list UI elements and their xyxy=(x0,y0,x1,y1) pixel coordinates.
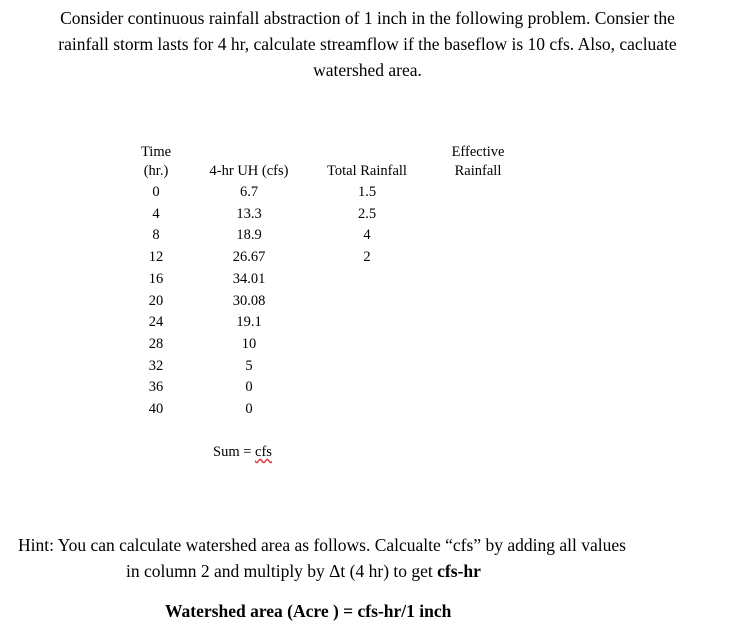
hint-line-1: Hint: You can calculate watershed area as follows. Calcualte “cfs” by adding all values xyxy=(18,535,626,555)
problem-line-3: watershed area. xyxy=(313,60,422,80)
header-effective-line2: Rainfall xyxy=(454,163,502,179)
header-uh: 4-hr UH (cfs) xyxy=(209,163,289,179)
uh-cell: 0 xyxy=(245,401,253,417)
header-effective-line1: Effective xyxy=(451,144,505,160)
uh-cell: 26.67 xyxy=(232,249,266,266)
time-cell: 20 xyxy=(148,292,164,309)
time-cell: 36 xyxy=(148,379,164,396)
time-cell: 0 xyxy=(152,184,160,200)
sum-line xyxy=(213,444,272,461)
time-cell: 16 xyxy=(148,270,164,287)
time-cell: 40 xyxy=(148,401,164,417)
header-total-rainfall: Total Rainfall xyxy=(327,163,407,179)
watershed-area-formula: Watershed area (Acre ) = cfs-hr/1 inch xyxy=(165,601,452,621)
uh-cell: 30.08 xyxy=(232,292,266,309)
total-rainfall-cell: 2 xyxy=(363,249,371,266)
hint-cfs-hr: cfs-hr xyxy=(437,561,481,581)
header-time-line2: (hr.) xyxy=(143,163,169,179)
hint-line-2-text: in column 2 and multiply by Δt (4 hr) to get xyxy=(126,561,438,581)
header-time-line1: Time xyxy=(140,144,172,160)
total-rainfall-cell: 1.5 xyxy=(357,184,377,200)
time-cell: 8 xyxy=(152,227,160,244)
uh-cell: 19.1 xyxy=(236,314,262,331)
total-rainfall-cell: 4 xyxy=(363,227,371,244)
hint xyxy=(0,532,735,584)
problem-line-2: rainfall storm lasts for 4 hr, calculate streamflow if the baseflow is 10 cfs. Also, cacluate xyxy=(58,34,677,54)
sum-unit: cfs xyxy=(255,444,272,460)
problem-line-1: Consider continuous rainfall abstraction of 1 inch in the following problem. Consier the xyxy=(60,8,675,28)
time-cell: 28 xyxy=(148,335,164,352)
uh-cell: 18.9 xyxy=(236,227,262,244)
uh-cell: 34.01 xyxy=(232,270,266,287)
uh-cell: 13.3 xyxy=(236,205,262,222)
time-cell: 24 xyxy=(148,314,164,331)
time-cell: 12 xyxy=(148,249,164,266)
uh-cell: 10 xyxy=(241,335,257,352)
sum-label: Sum = xyxy=(213,444,256,460)
time-cell: 32 xyxy=(148,357,164,374)
uh-cell: 6.7 xyxy=(239,184,259,200)
hint-line-2 xyxy=(0,558,735,584)
uh-cell: 0 xyxy=(245,379,253,396)
uh-cell: 5 xyxy=(245,357,253,374)
time-cell: 4 xyxy=(152,205,160,222)
total-rainfall-cell: 2.5 xyxy=(357,205,377,222)
